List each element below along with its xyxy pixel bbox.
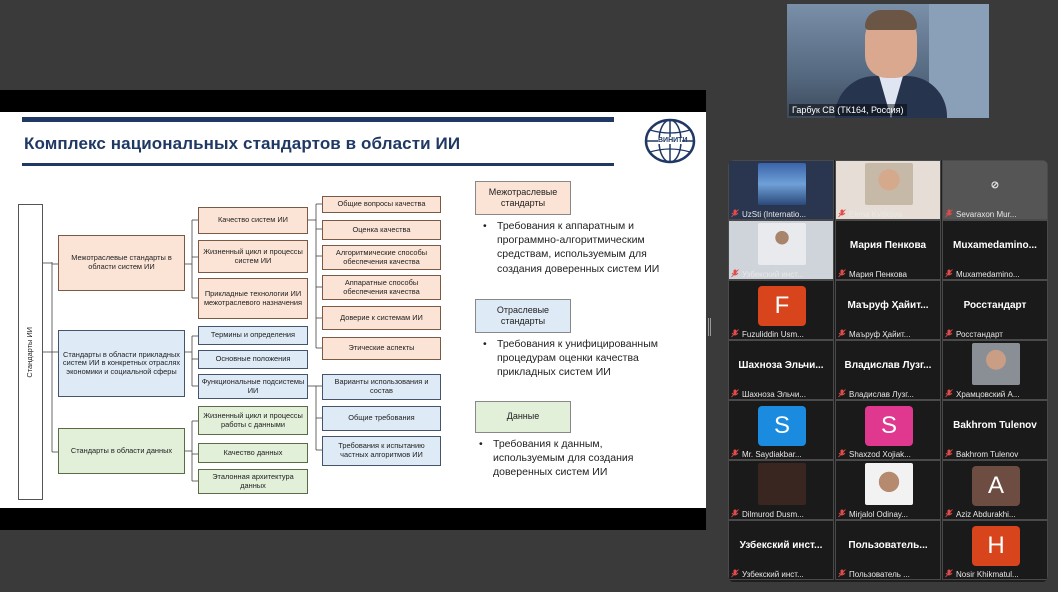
- slide-title-rule: [22, 163, 614, 166]
- participant-name-label: Mr. Saydiakbar...: [742, 450, 802, 459]
- participant-name-label: Bakhrom Tulenov: [956, 450, 1019, 459]
- participant-tile[interactable]: [728, 340, 834, 400]
- participant-name-label: Владислав Лузг...: [849, 390, 914, 399]
- participant-name-label: Mirjalol Odinay...: [849, 510, 908, 519]
- participant-tile[interactable]: [835, 520, 941, 580]
- participant-tile[interactable]: [942, 520, 1048, 580]
- speaker-name-label: Гарбук СВ (ТК164, Россия): [789, 104, 907, 116]
- video-feed: [865, 163, 913, 205]
- initial-avatar: F: [758, 286, 806, 326]
- participant-tile[interactable]: [942, 400, 1048, 460]
- legend-intersectoral-text: [483, 219, 677, 276]
- participant-tile[interactable]: [942, 160, 1048, 220]
- participant-name-label: Muxamedamino...: [956, 270, 1020, 279]
- participant-tile[interactable]: [728, 400, 834, 460]
- bullet-icon: •: [483, 338, 487, 350]
- legend-text: Требования к данным, используемым для создания доверенных систем ИИ: [493, 438, 634, 479]
- participant-tile[interactable]: [728, 220, 834, 280]
- resize-handle[interactable]: [708, 318, 711, 336]
- participant-tile[interactable]: [835, 160, 941, 220]
- data-item: Качество данных: [198, 443, 308, 463]
- participant-tile[interactable]: [835, 220, 941, 280]
- legend-data-text: [479, 437, 673, 480]
- active-speaker-video[interactable]: [787, 4, 989, 118]
- participant-display-name: Росстандарт: [963, 300, 1027, 311]
- quality-item: Аппаратные способы обеспечения качества: [322, 275, 441, 300]
- profile-photo: [865, 463, 913, 505]
- group-applied: Стандарты в области прикладных систем ИИ в конкретных отраслях экономики и социальной сферы: [58, 330, 185, 397]
- root-label: Стандарты ИИ: [25, 326, 35, 378]
- video-feed: [758, 163, 806, 205]
- participant-name-label: Маъруф Ҳайит...: [849, 330, 911, 339]
- participant-tile[interactable]: [728, 160, 834, 220]
- legend-applied: Отраслевые стандарты: [475, 299, 571, 333]
- legend-text: Требования к аппаратным и программно-алгоритмическим средствам, используемым для создания доверенных систем ИИ: [497, 220, 660, 275]
- root-standards-ai: [18, 204, 43, 500]
- quality-item: Оценка качества: [322, 220, 441, 240]
- participant-tile[interactable]: [728, 460, 834, 520]
- participant-name-label: Nosir Khikmatul...: [956, 570, 1019, 579]
- participant-tile[interactable]: [942, 220, 1048, 280]
- applied-item: Основные положения: [198, 350, 308, 369]
- participant-name-label: Пользователь ...: [849, 570, 910, 579]
- participant-display-name: Пользователь...: [848, 540, 928, 551]
- participant-display-name: Владислав Лузг...: [844, 360, 932, 371]
- speaker-hair: [865, 10, 917, 30]
- profile-photo: [972, 343, 1020, 385]
- inter-item: Жизненный цикл и процессы систем ИИ: [198, 240, 308, 273]
- video-off-icon: ⊘: [990, 180, 1000, 191]
- group-intersectoral: Межотраслевые стандарты в области систем ИИ: [58, 235, 185, 291]
- initial-avatar: S: [758, 406, 806, 446]
- participant-name-label: Узбекский инст...: [742, 270, 804, 279]
- participant-name-label: Aziz Abdurakhi...: [956, 510, 1016, 519]
- viniti-logo: [644, 118, 696, 164]
- participant-tile[interactable]: [835, 400, 941, 460]
- participant-display-name: Узбекский инст...: [739, 540, 823, 551]
- video-feed: [758, 223, 806, 265]
- bullet-icon: •: [479, 438, 483, 450]
- participant-name-label: Fuzuliddin Usm...: [742, 330, 804, 339]
- participant-name-label: Шахноза Эльчи...: [742, 390, 806, 399]
- participant-tile[interactable]: [728, 280, 834, 340]
- participant-name-label: Мария Пенкова: [849, 270, 907, 279]
- participant-display-name: Маъруф Ҳайит...: [847, 300, 929, 311]
- group-data: Стандарты в области данных: [58, 428, 185, 474]
- participant-tile[interactable]: [942, 460, 1048, 520]
- participant-tile[interactable]: [835, 280, 941, 340]
- legend-intersectoral: Межотраслевые стандарты: [475, 181, 571, 215]
- participant-display-name: Мария Пенкова: [849, 240, 927, 251]
- shared-screen: [0, 90, 706, 530]
- initial-avatar: S: [865, 406, 913, 446]
- participant-name-label: Shaxzod Xojiak...: [849, 450, 911, 459]
- participant-name-label: Elena Kvitkova: [849, 210, 902, 219]
- initial-avatar: H: [972, 526, 1020, 566]
- legend-applied-text: [483, 337, 677, 380]
- participant-display-name: Шахноза Эльчи...: [738, 360, 824, 371]
- quality-item: Доверие к системам ИИ: [322, 306, 441, 330]
- participant-name-label: UzSti (Internatio...: [742, 210, 807, 219]
- participant-gallery: [728, 160, 1048, 582]
- inter-item: Прикладные технологии ИИ межотраслевого назначения: [198, 278, 308, 319]
- data-item: Жизненный цикл и процессы работы с данными: [198, 406, 308, 435]
- quality-item: Общие вопросы качества: [322, 196, 441, 213]
- participant-name-label: Храмцовский А...: [956, 390, 1020, 399]
- participant-name-label: Росстандарт: [956, 330, 1003, 339]
- participant-name-label: Узбекский инст...: [742, 570, 804, 579]
- quality-item: Алгоритмические способы обеспечения качества: [322, 245, 441, 270]
- logo-label: ВИНИТИ: [658, 137, 688, 144]
- subsystem-item: Требования к испытанию частных алгоритмов ИИ: [322, 436, 441, 466]
- participant-tile[interactable]: [728, 520, 834, 580]
- participant-tile[interactable]: [835, 460, 941, 520]
- applied-item: Функциональные подсистемы ИИ: [198, 374, 308, 399]
- initial-avatar: A: [972, 466, 1020, 506]
- inter-item: Качество систем ИИ: [198, 207, 308, 234]
- participant-tile[interactable]: [942, 280, 1048, 340]
- quality-item: Этические аспекты: [322, 337, 441, 360]
- bullet-icon: •: [483, 220, 487, 232]
- participant-display-name: Bakhrom Tulenov: [953, 420, 1037, 431]
- legend-data: Данные: [475, 401, 571, 433]
- data-item: Эталонная архитектура данных: [198, 469, 308, 494]
- presentation-slide: [0, 112, 706, 508]
- applied-item: Термины и определения: [198, 326, 308, 345]
- profile-photo: [758, 463, 806, 505]
- subsystem-item: Общие требования: [322, 406, 441, 431]
- participant-display-name: Muxamedamino...: [953, 240, 1037, 251]
- slide-top-rule: [22, 117, 614, 122]
- participant-name-label: Sevaraxon Mur...: [956, 210, 1017, 219]
- legend-text: Требования к унифицированным процедурам оценки качества прикладных систем ИИ: [497, 338, 658, 379]
- participant-tile[interactable]: [942, 340, 1048, 400]
- slide-title: Комплекс национальных стандартов в области ИИ: [24, 134, 461, 153]
- participant-name-label: Dilmurod Dusm...: [742, 510, 804, 519]
- subsystem-item: Варианты использования и состав: [322, 374, 441, 400]
- participant-tile[interactable]: [835, 340, 941, 400]
